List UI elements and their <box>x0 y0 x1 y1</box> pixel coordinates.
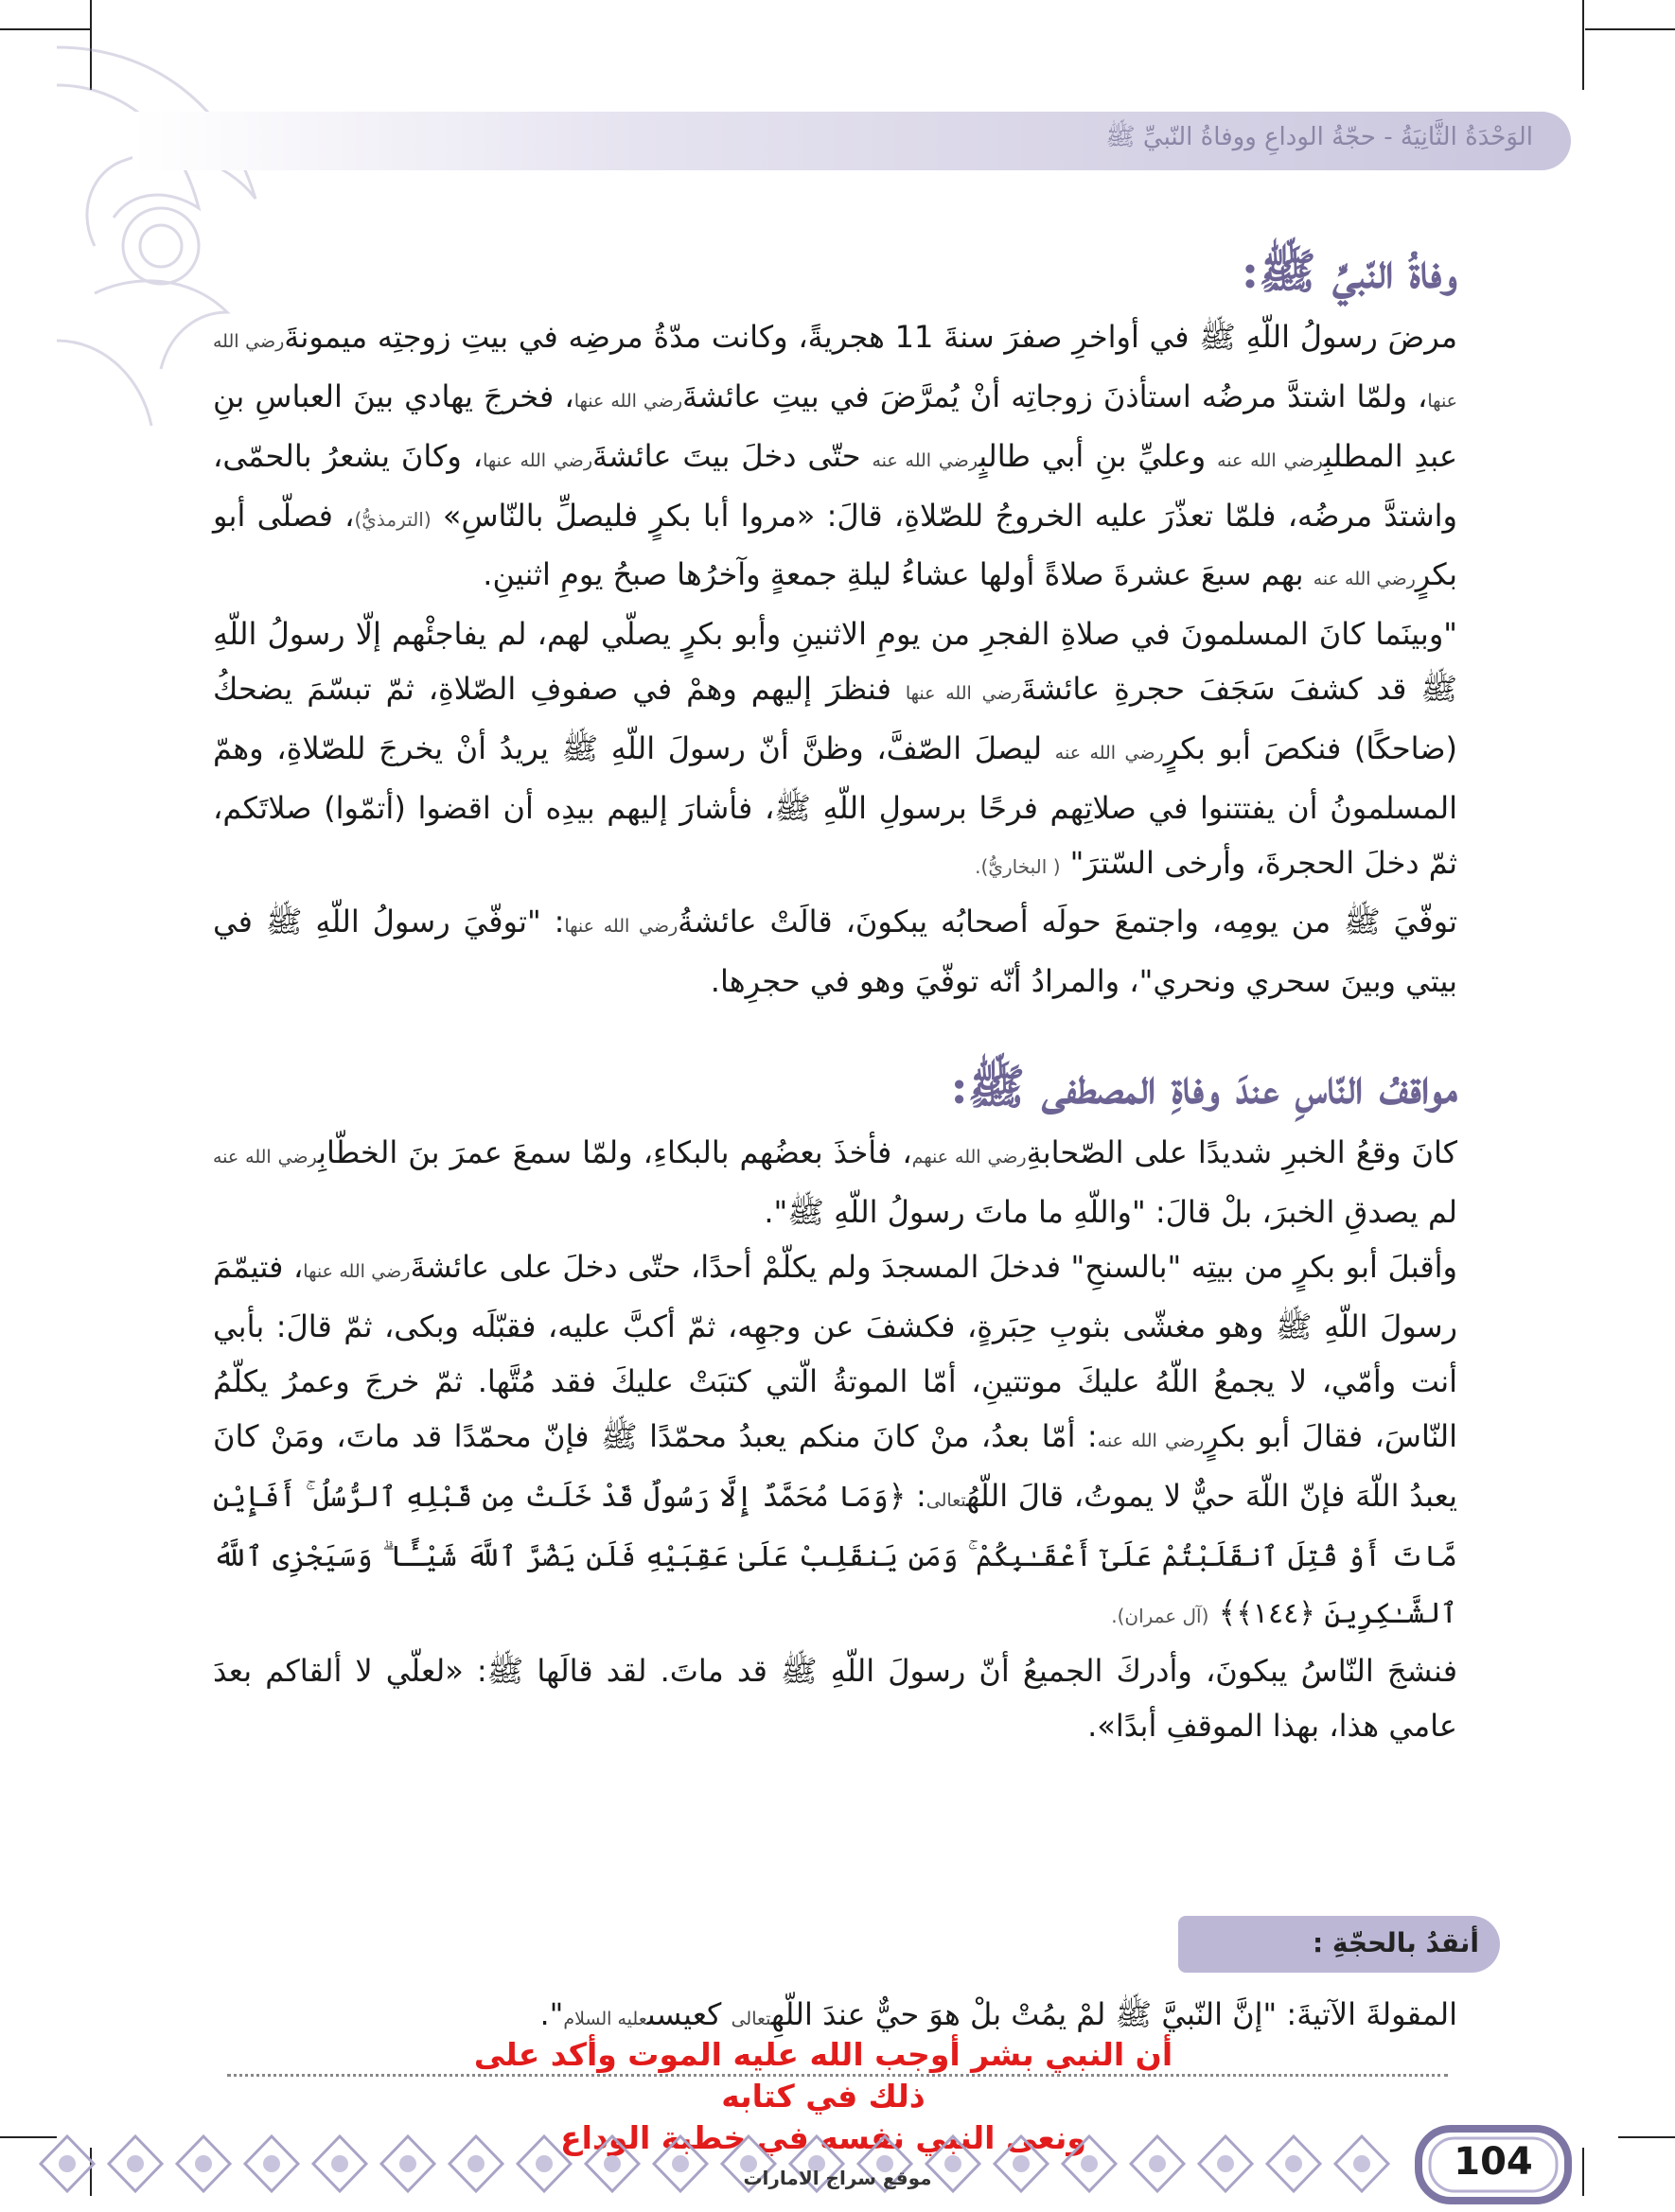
crop-mark <box>1585 28 1675 30</box>
text-run: وعليِّ بنِ أبي طالبٍ <box>979 438 1218 474</box>
honorific: رضي الله عنها <box>213 331 1458 412</box>
text-run: : أمّا بعدُ، منْ كانَ منكم يعبدُ محمّدًا ﷺ فإنّ محمّدًا قد ماتَ، ومَنْ كانَ يعبدُ اللّهَ فإنّ اللّهَ حيٌّ لا يموتُ، قالَ اللّهُ <box>213 1418 1458 1514</box>
paragraph <box>213 1125 1457 1239</box>
text-run: ، ولمّا اشتدَّ مرضُه استأذنَ زوجاتِه أنْ يُمرَّضَ في بيتِ عائشةَ <box>682 378 1428 414</box>
paragraph <box>213 606 1457 894</box>
text-run: ". <box>539 1996 564 2032</box>
activity-tag <box>1178 1916 1500 1973</box>
main-content <box>213 227 1457 1753</box>
text-run: ، فخرجَ يهادي بينَ العباسِ بنِ عبدِ المطلبِ <box>213 378 1458 474</box>
text-run: ليصلَ الصّفَّ، وظنَّ أنّ رسولَ اللّهِ ﷺ يريدُ أنْ يخرجَ للصّلاةِ، وهمّ المسلمونُ أن يفتتنوا في صلاتِهم فرحًا برسولِ اللّهِ ﷺ، فأشارَ إليهم بيدِه أن اقضوا (أتمّوا) صلاتَكم، ثمّ دخلَ الحجرةَ، وأرخى السّترَ" <box>213 730 1457 881</box>
honorific: رضي الله عنها <box>483 450 592 471</box>
text-run: وأقبلَ أبو بكرٍ من بيتِه "بالسنحِ" فدخلَ المسجدَ ولم يكلّمْ أحدًا، حتّى دخلَ على عائشةَ <box>410 1249 1458 1285</box>
honorific: رضي الله عنه <box>213 1147 319 1167</box>
honorific: رضي الله عنها <box>905 683 1021 704</box>
honorific: رضي الله عنه <box>1097 1431 1205 1451</box>
honorific: عليه السلام <box>563 2009 647 2029</box>
spacer <box>213 1009 1457 1043</box>
text-run: فنشجَ النّاسُ يبكونَ، وأدركَ الجميعُ أنّ رسولَ اللّهِ ﷺ قد ماتَ. لقد قالَها ﷺ: «لعلّي لا ألقاكم بعدَ عامي هذا، بهذا الموقفِ أبدًا». <box>213 1653 1457 1744</box>
text-run: حتّى دخلَ بيتَ عائشةَ <box>592 438 873 474</box>
answer-line-1: أن النبي بشر أوجب الله عليه الموت وأكد على ذلك في كتابه <box>473 2036 1173 2115</box>
citation: ( البخاريُّ). <box>975 855 1061 878</box>
activity-tag-label: أنقدُ بالحجّةِ : <box>1312 1927 1479 1958</box>
honorific: رضي الله عنه <box>1054 743 1164 764</box>
text-run: ، فتيمّمَ رسولَ اللّهِ ﷺ وهو مغشّى بثوبِ حِبَرةٍ، فكشفَ عن وجهِه، ثمّ أكبَّ عليه، فقبّلَه وبكى، ثمّ قالَ: بأبي أنت وأمّي، لا يجمعُ اللّهُ عليكَ موتتينِ، أمّا الموتةُ الّتي كتبَتْ عليكَ فقد مُتَّها. ثمّ خرجَ وعمرُ يكلّمُ النّاسَ، فقالَ أبو بكرٍ <box>213 1249 1457 1454</box>
text-run: كانَ وقعُ الخبرِ شديدًا على الصّحابةِ <box>1026 1134 1457 1170</box>
crop-mark <box>1618 2136 1675 2138</box>
text-run: المقولةَ الآتيةَ: "إنَّ النّبيَّ ﷺ لمْ يمُتْ بلْ هوَ حيٌّ عندَ اللّهِ <box>770 1996 1457 2032</box>
text-run: "وبينَما كانَ المسلمونَ في صلاةِ الفجرِ من يومِ الاثنينِ وأبو بكرٍ يصلّي لهم، لم يفاجئْهم إلّا رسولُ اللّهِ ﷺ قد كشفَ سَجَفَ حجرةِ عائشةَ <box>213 616 1458 707</box>
unit-breadcrumb: الوَحْدَةُ الثَّانِيَةُ - حجّةُ الوداعِ ووفاةُ النّبيِّ ﷺ <box>1105 123 1533 151</box>
citation: (الترمذيُّ) <box>354 508 432 531</box>
honorific: تعالى <box>731 2009 771 2029</box>
crop-mark <box>1582 0 1584 90</box>
paragraph <box>213 894 1457 1009</box>
honorific: رضي الله عنهم <box>911 1147 1027 1167</box>
honorific: رضي الله عنه <box>1313 569 1416 589</box>
quran-verse: وَمَا مُحَمَّدٌ إِلَّا رَسُولٌ قَدْ خَلَتْ مِن قَبْلِهِ ٱلرُّسُلُ ۚ أَفَإِيْن مَّاتَ أَوْ قُتِلَ ٱنقَلَبْتُمْ عَلَىٰٓ أَعْقَـٰبِكُمْ ۚ وَمَن يَنقَلِبْ عَلَىٰ عَقِبَيْهِ فَلَن يَضُرَّ ٱللَّهَ شَيْـًٔا ۗ وَسَيَجْزِى ٱللَّهُ ٱلشَّـٰكِرِينَ ﴿١٤٤﴾ <box>213 1481 1457 1630</box>
honorific: رضي الله عنها <box>564 916 679 937</box>
honorific: رضي الله عنه <box>1217 450 1324 471</box>
text-run: ﴾ <box>1218 1594 1237 1630</box>
paragraph <box>213 1643 1457 1753</box>
honorific: رضي الله عنها <box>303 1261 411 1282</box>
citation: (آل عمران). <box>1111 1605 1209 1627</box>
text-run: ، فأخذَ بعضُهم بالبكاءِ، ولمّا سمعَ عمرَ بنَ الخطّابِ <box>318 1134 912 1170</box>
text-run: : ﴿ <box>888 1478 926 1514</box>
text-run: بهم سبعَ عشرةَ صلاةً أولها عشاءُ ليلةِ جمعةٍ وآخرُها صبحُ يومِ اثنينِ. <box>483 556 1314 592</box>
text-run: : "توفّيَ رسولُ اللّهِ ﷺ في بيتي وبينَ سحري ونحري"، والمرادُ أنّه توفّيَ وهو في حجرِها. <box>213 904 1457 999</box>
page-number: 104 <box>1454 2140 1533 2184</box>
honorific: رضي الله عنه <box>872 450 979 471</box>
text-run: مرضَ رسولُ اللّهِ ﷺ في أواخرِ صفرَ سنةَ 11 هجريةً، وكانت مدّةُ مرضِه في بيتِ زوجتِه ميمونةَ <box>284 319 1458 355</box>
text-run: فنظرَ إليهم وهمْ في صفوفِ الصّلاةِ، ثمّ تبسّمَ يضحكُ (ضاحكًا) فنكصَ أبو بكرٍ <box>213 671 1458 766</box>
footer-site-name: موقع سراج الامارات <box>743 2167 932 2189</box>
section-title-prophet-death: وفاةُ النّبيِّ ﷺ: <box>1241 243 1457 299</box>
section-title-peoples-stances: مواقفُ النّاسِ عندَ وفاةِ المصطفى ﷺ: <box>950 1059 1457 1115</box>
text-run: كعيسى <box>646 1996 732 2032</box>
text-run: ، فصلّى أبو بكرٍ <box>213 498 1457 592</box>
paragraph <box>213 309 1457 606</box>
text-run: لم يصدقِ الخبرَ، بلْ قالَ: "واللّهِ ما ماتَ رسولُ اللّهِ ﷺ". <box>764 1194 1457 1230</box>
paragraph <box>213 1239 1457 1643</box>
text-run: ، وكانَ يشعرُ بالحمّى، واشتدَّ مرضُه، فلمّا تعذّرَ عليه الخروجُ للصّلاةِ، قالَ: «مروا أبا بكرٍ فليصلِّ بالنّاسِ» <box>213 438 1458 534</box>
honorific: رضي الله عنها <box>573 391 683 412</box>
honorific: تعالى <box>926 1490 967 1511</box>
text-run: توفّيَ ﷺ من يومِه، واجتمعَ حولَه أصحابُه يبكونَ، قالَتْ عائشةُ <box>678 904 1458 939</box>
